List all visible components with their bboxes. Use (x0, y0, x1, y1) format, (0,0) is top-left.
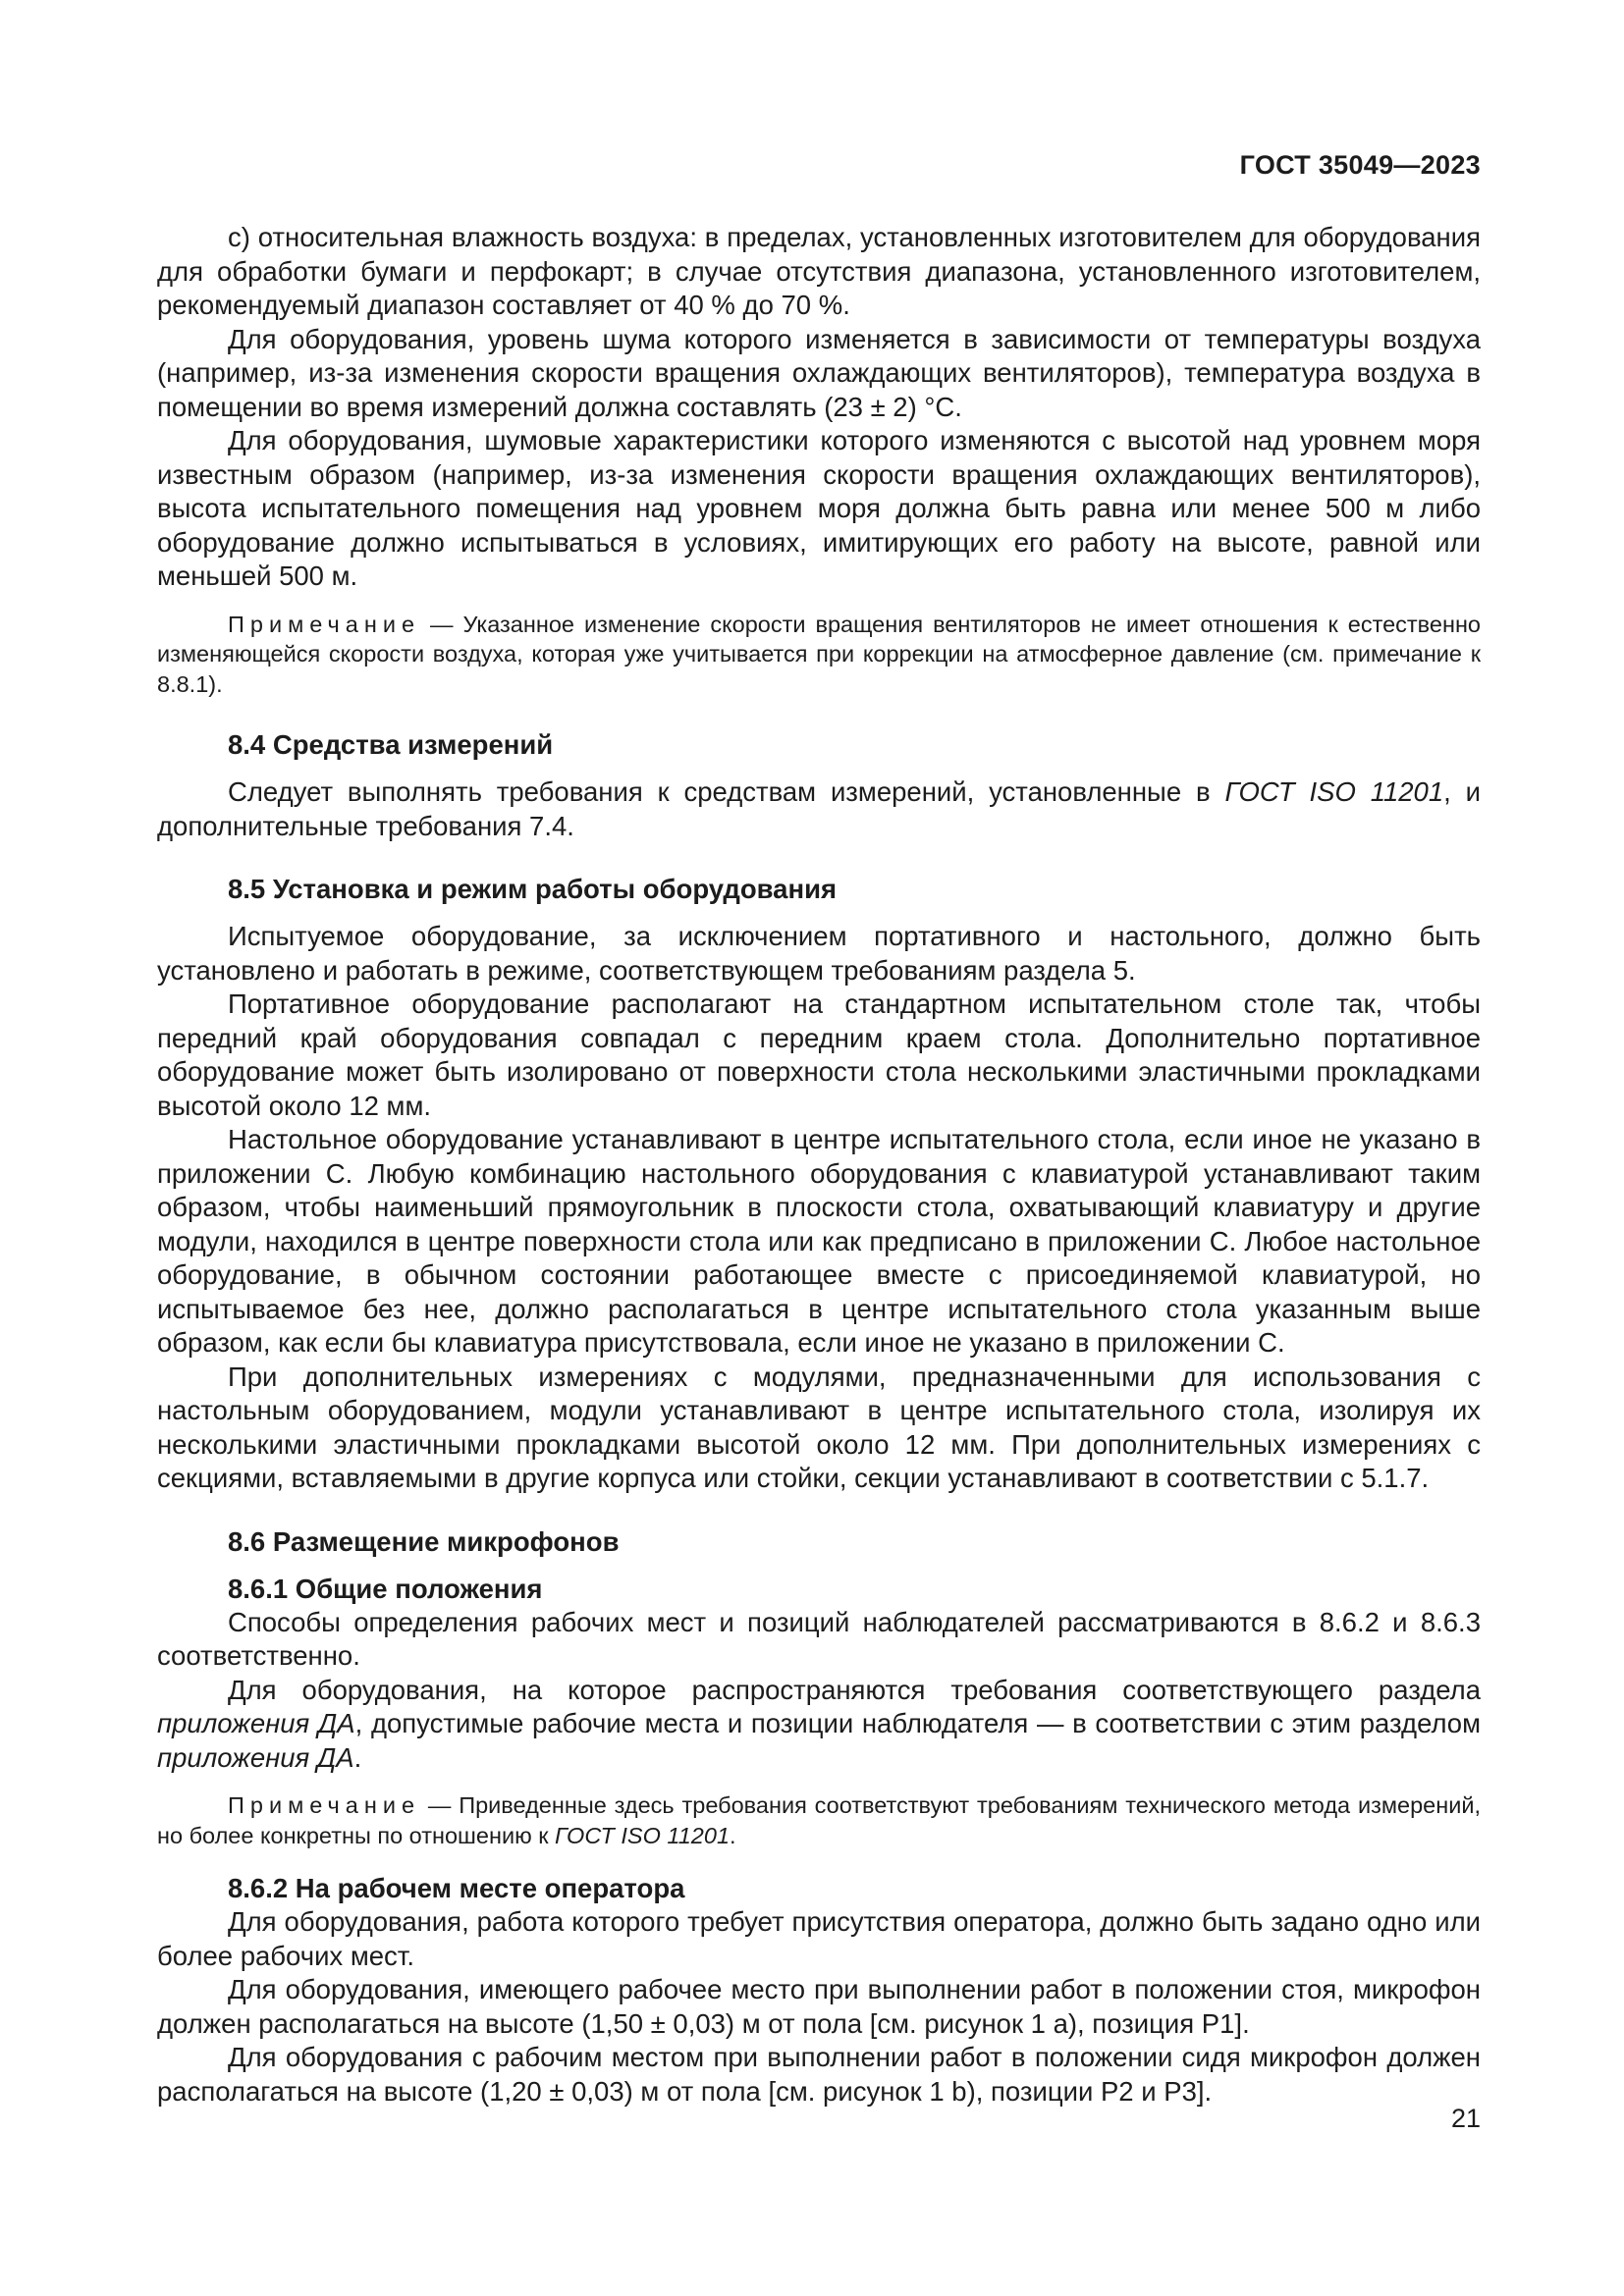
subsection-heading: 8.6.2 На рабочем месте оператора (228, 1873, 685, 1903)
standard-reference: ГОСТ ISO 11201 (1224, 776, 1444, 807)
note-text: — Указанное изменение скорости вращения вентиляторов не имеет отношения к естественно изменяющейся скорости воздуха, которая уже учитывается при коррекции на атмосферное давление (см. примечание к 8.8.1). (157, 611, 1481, 697)
section-heading: 8.6 Размещение микрофонов (228, 1525, 620, 1557)
note: Примечание — Приведенные здесь требования соответствуют требованиям технического метода измерений, но более конкретны по отношению к ГОСТ ISO 11201. (157, 1792, 1481, 1848)
document-header: ГОСТ 35049—2023 (1239, 150, 1481, 180)
note-label: Примечание (228, 1792, 421, 1818)
page-number: 21 (1450, 2104, 1481, 2133)
note-label: Примечание (228, 611, 421, 637)
section-heading: 8.5 Установка и режим работы оборудования (228, 874, 838, 904)
paragraph: Для оборудования, работа которого требует присутствия оператора, должно быть задано одно или более рабочих мест. (157, 1906, 1481, 1971)
section-heading: 8.4 Средства измерений (228, 729, 554, 760)
paragraph: Способы определения рабочих мест и позиций наблюдателей рассматриваются в 8.6.2 и 8.6.3 соответственно. (157, 1606, 1481, 1671)
appendix-reference: приложения ДА (157, 1741, 354, 1773)
paragraph: с) относительная влажность воздуха: в пределах, установленных изготовителем для оборудования для обработки бумаги и перфокарт; в случае отсутствия диапазона, установленного изготовителем, рекомендуемый диапазон составляет от 40 % до 70 %. (157, 222, 1481, 320)
document-body (157, 221, 1481, 2109)
paragraph: Для оборудования, имеющего рабочее место при выполнении работ в положении стоя, микрофон должен располагаться на высоте (1,50 ± 0,03) м от пола [см. рисунок 1 a), позиция Р1]. (157, 1974, 1481, 2039)
subsection-heading: 8.6.1 Общие положения (228, 1573, 543, 1604)
appendix-reference: приложения ДА (157, 1708, 355, 1738)
paragraph: Следует выполнять требования к средствам измерений, установленные в ГОСТ ISO 11201, и дополнительные требования 7.4. (157, 776, 1481, 841)
paragraph: Для оборудования, шумовые характеристики которого изменяются с высотой над уровнем моря известным образом (например, из-за изменения скорости вращения охлаждающих вентиляторов), высота испытательного помещения над уровнем моря должна быть равна или менее 500 м либо оборудование должно испытываться в условиях, имитирующих его работу на высоте, равной или меньшей 500 м. (157, 425, 1481, 591)
paragraph: Для оборудования с рабочим местом при выполнении работ в положении сидя микрофон должен располагаться на высоте (1,20 ± 0,03) м от пола [см. рисунок 1 b), позиции Р2 и Р3]. (157, 2042, 1481, 2107)
standard-reference: ГОСТ ISO 11201 (555, 1822, 731, 1848)
paragraph: Для оборудования, на которое распространяются требования соответствующего раздела приложения ДА, допустимые рабочие места и позиции наблюдателя — в соответствии с этим разделом приложения ДА. (157, 1674, 1482, 1773)
note (157, 610, 1481, 700)
paragraph: Портативное оборудование располагают на стандартном испытательном столе так, чтобы передний край оборудования совпадал с передним краем стола. Дополнительно портативное оборудование может быть изолировано от поверхности стола несколькими эластичными прокладками высотой около 12 мм. (157, 988, 1481, 1121)
paragraph: Для оборудования, уровень шума которого изменяется в зависимости от температуры воздуха (например, из-за изменения скорости вращения охлаждающих вентиляторов), температура воздуха в помещении во время измерений должна составлять (23 ± 2) °С. (157, 323, 1481, 422)
paragraph: При дополнительных измерениях с модулями, предназначенными для использования с настольным оборудованием, модули устанавливают в центре испытательного стола, изолируя их несколькими эластичными прокладками высотой около 12 мм. При дополнительных измерениях с секциями, вставляемыми в другие корпуса или стойки, секции устанавливают в соответствии с 5.1.7. (157, 1361, 1481, 1493)
paragraph: Настольное оборудование устанавливают в центре испытательного стола, если иное не указано в приложении С. Любую комбинацию настольного оборудования с клавиатурой устанавливают таким образом, чтобы наименьший прямоугольник в плоскости стола, охватывающий клавиатуру и другие модули, находился в центре поверхности стола или как предписано в приложении С. Любое настольное оборудование, в обычном состоянии работающее вместе с присоединяемой клавиатурой, но испытываемое без нее, должно располагаться в центре испытательного стола указанным выше образом, как если бы клавиатура присутствовала, если иное не указано в приложении С. (157, 1124, 1481, 1358)
paragraph: Испытуемое оборудование, за исключением портативного и настольного, должно быть установлено и работать в режиме, соответствующем требованиям раздела 5. (157, 921, 1481, 986)
